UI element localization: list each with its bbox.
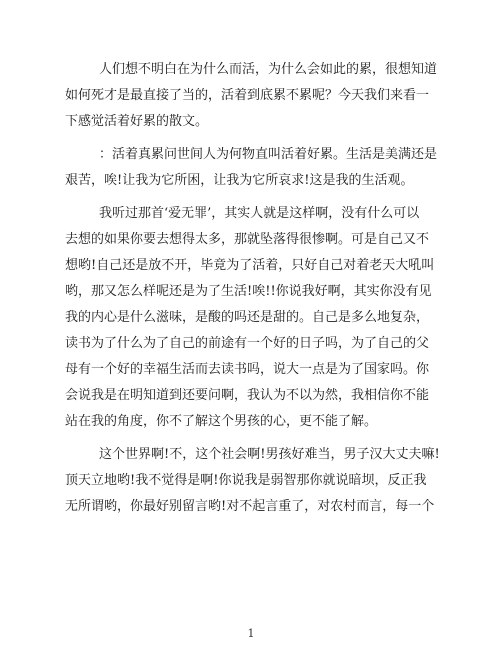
text-line: 去想的如果你要去想得太多，那就坠落得很惨啊。可是自己又不 [65, 232, 430, 247]
text-line: 这个世界啊!不，这个社会啊!男孩好难当，男子汉大丈夫嘛! [99, 447, 440, 462]
text-line: 我的内心是什么滋味，是酸的吗还是甜的。自己是多么地复杂， [65, 310, 430, 325]
text-line: 站在我的角度，你不了解这个男孩的心，更不能了解。 [65, 414, 378, 429]
text-line: 如何死才是最直接了当的，活着到底累不累呢？今天我们来看一 [65, 88, 430, 103]
text-line: 顶天立地哟!我不觉得是啊!你说我是弱智那你就说暗坝，反正我 [65, 473, 427, 488]
text-line: 哟，那又怎么样呢还是为了生活!唉!!你说我好啊，其实你没有见 [65, 284, 432, 299]
text-line: 人们想不明白在为什么而活，为什么会如此的累，很想知道 [99, 62, 438, 77]
text-line: 下感觉活着好累的散文。 [65, 114, 209, 129]
text-line: 我听过那首‘爱无罪’，其实人就是这样啊，没有什么可以 [99, 206, 420, 221]
text-line: 会说我是在明知道到还要问啊，我认为不以为然，我相信你不能 [65, 388, 430, 403]
page-number: 1 [247, 627, 255, 640]
text-line: 无所谓哟，你最好别留言哟!对不起言重了，对农村而言，每一个 [65, 499, 435, 514]
text-line: 母有一个好的幸福生活而去读书吗，说大一点是为了国家吗。你 [65, 362, 430, 377]
text-line: 想哟!自己还是放不开，毕竟为了活着，只好自己对着老天大吼叫 [65, 258, 435, 273]
text-line: 读书为了什么为了自己的前途有一个好的日子吗，为了自己的父 [65, 336, 430, 351]
text-line: 艰苦，唉!让我为它所困，让我为它所哀求!这是我的生活观。 [65, 173, 414, 188]
text-line: ：活着真累问世间人为何物直叫活着好累。生活是美满还是 [99, 147, 438, 162]
